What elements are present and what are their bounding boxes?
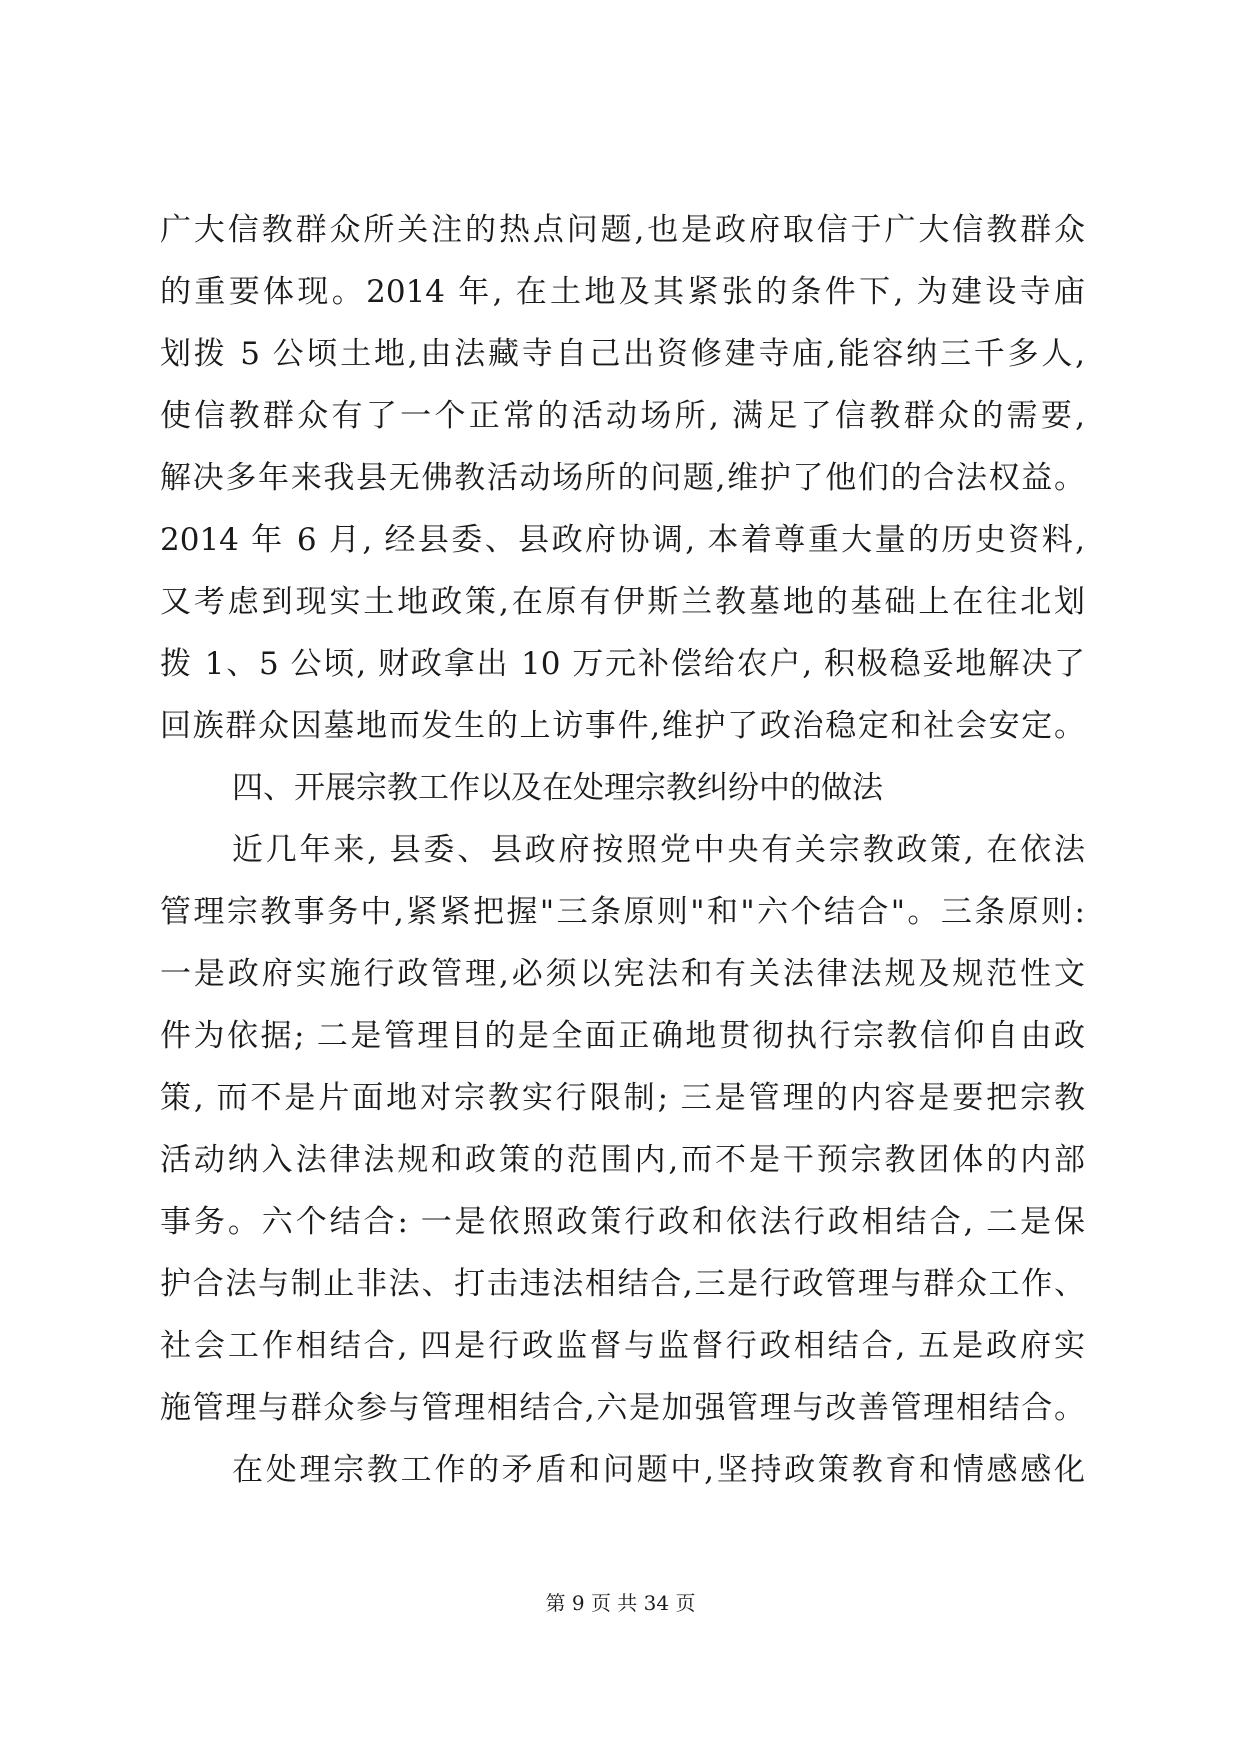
body-text-line: 广大信教群众所关注的热点问题,也是政府取信于广大信教群众 <box>160 212 1085 248</box>
body-text-line: 社会工作相结合, 四是行政监督与监督行政相结合, 五是政府实 <box>160 1328 1085 1364</box>
body-text-line: 一是政府实施行政管理,必须以宪法和有关法律法规及规范性文 <box>160 956 1085 992</box>
body-text-line: 2014 年 6 月, 经县委、县政府协调, 本着尊重大量的历史资料, <box>160 522 1085 558</box>
body-text-line: 管理宗教事务中,紧紧把握"三条原则"和"六个结合"。三条原则: <box>160 894 1085 930</box>
body-text-line: 又考虑到现实土地政策,在原有伊斯兰教墓地的基础上在往北划 <box>160 584 1085 620</box>
body-text-line: 的重要体现。2014 年, 在土地及其紧张的条件下, 为建设寺庙 <box>160 274 1085 310</box>
body-text-line: 近几年来, 县委、县政府按照党中央有关宗教政策, 在依法 <box>232 832 1085 868</box>
body-text-line: 回族群众因墓地而发生的上访事件,维护了政治稳定和社会安定。 <box>160 708 1085 744</box>
body-text-line: 使信教群众有了一个正常的活动场所, 满足了信教群众的需要, <box>160 398 1085 434</box>
section-heading: 四、开展宗教工作以及在处理宗教纠纷中的做法 <box>232 770 883 806</box>
body-text-line: 拨 1、5 公顷, 财政拿出 10 万元补偿给农户, 积极稳妥地解决了 <box>160 646 1085 682</box>
body-text-line: 策, 而不是片面地对宗教实行限制; 三是管理的内容是要把宗教 <box>160 1080 1085 1116</box>
body-text-line: 在处理宗教工作的矛盾和问题中,坚持政策教育和情感感化 <box>232 1452 1085 1488</box>
body-text-line: 事务。六个结合: 一是依照政策行政和依法行政相结合, 二是保 <box>160 1204 1085 1240</box>
body-text-line: 护合法与制止非法、打击违法相结合,三是行政管理与群众工作、 <box>160 1266 1085 1302</box>
body-text-line: 件为依据; 二是管理目的是全面正确地贯彻执行宗教信仰自由政 <box>160 1018 1085 1054</box>
body-text-line: 活动纳入法律法规和政策的范围内,而不是干预宗教团体的内部 <box>160 1142 1085 1178</box>
body-text-line: 施管理与群众参与管理相结合,六是加强管理与改善管理相结合。 <box>160 1390 1085 1426</box>
page-number-footer: 第 9 页 共 34 页 <box>545 1591 696 1615</box>
body-text-line: 解决多年来我县无佛教活动场所的问题,维护了他们的合法权益。 <box>160 460 1085 496</box>
body-text-line: 划拨 5 公顷土地,由法藏寺自己出资修建寺庙,能容纳三千多人, <box>160 336 1085 372</box>
